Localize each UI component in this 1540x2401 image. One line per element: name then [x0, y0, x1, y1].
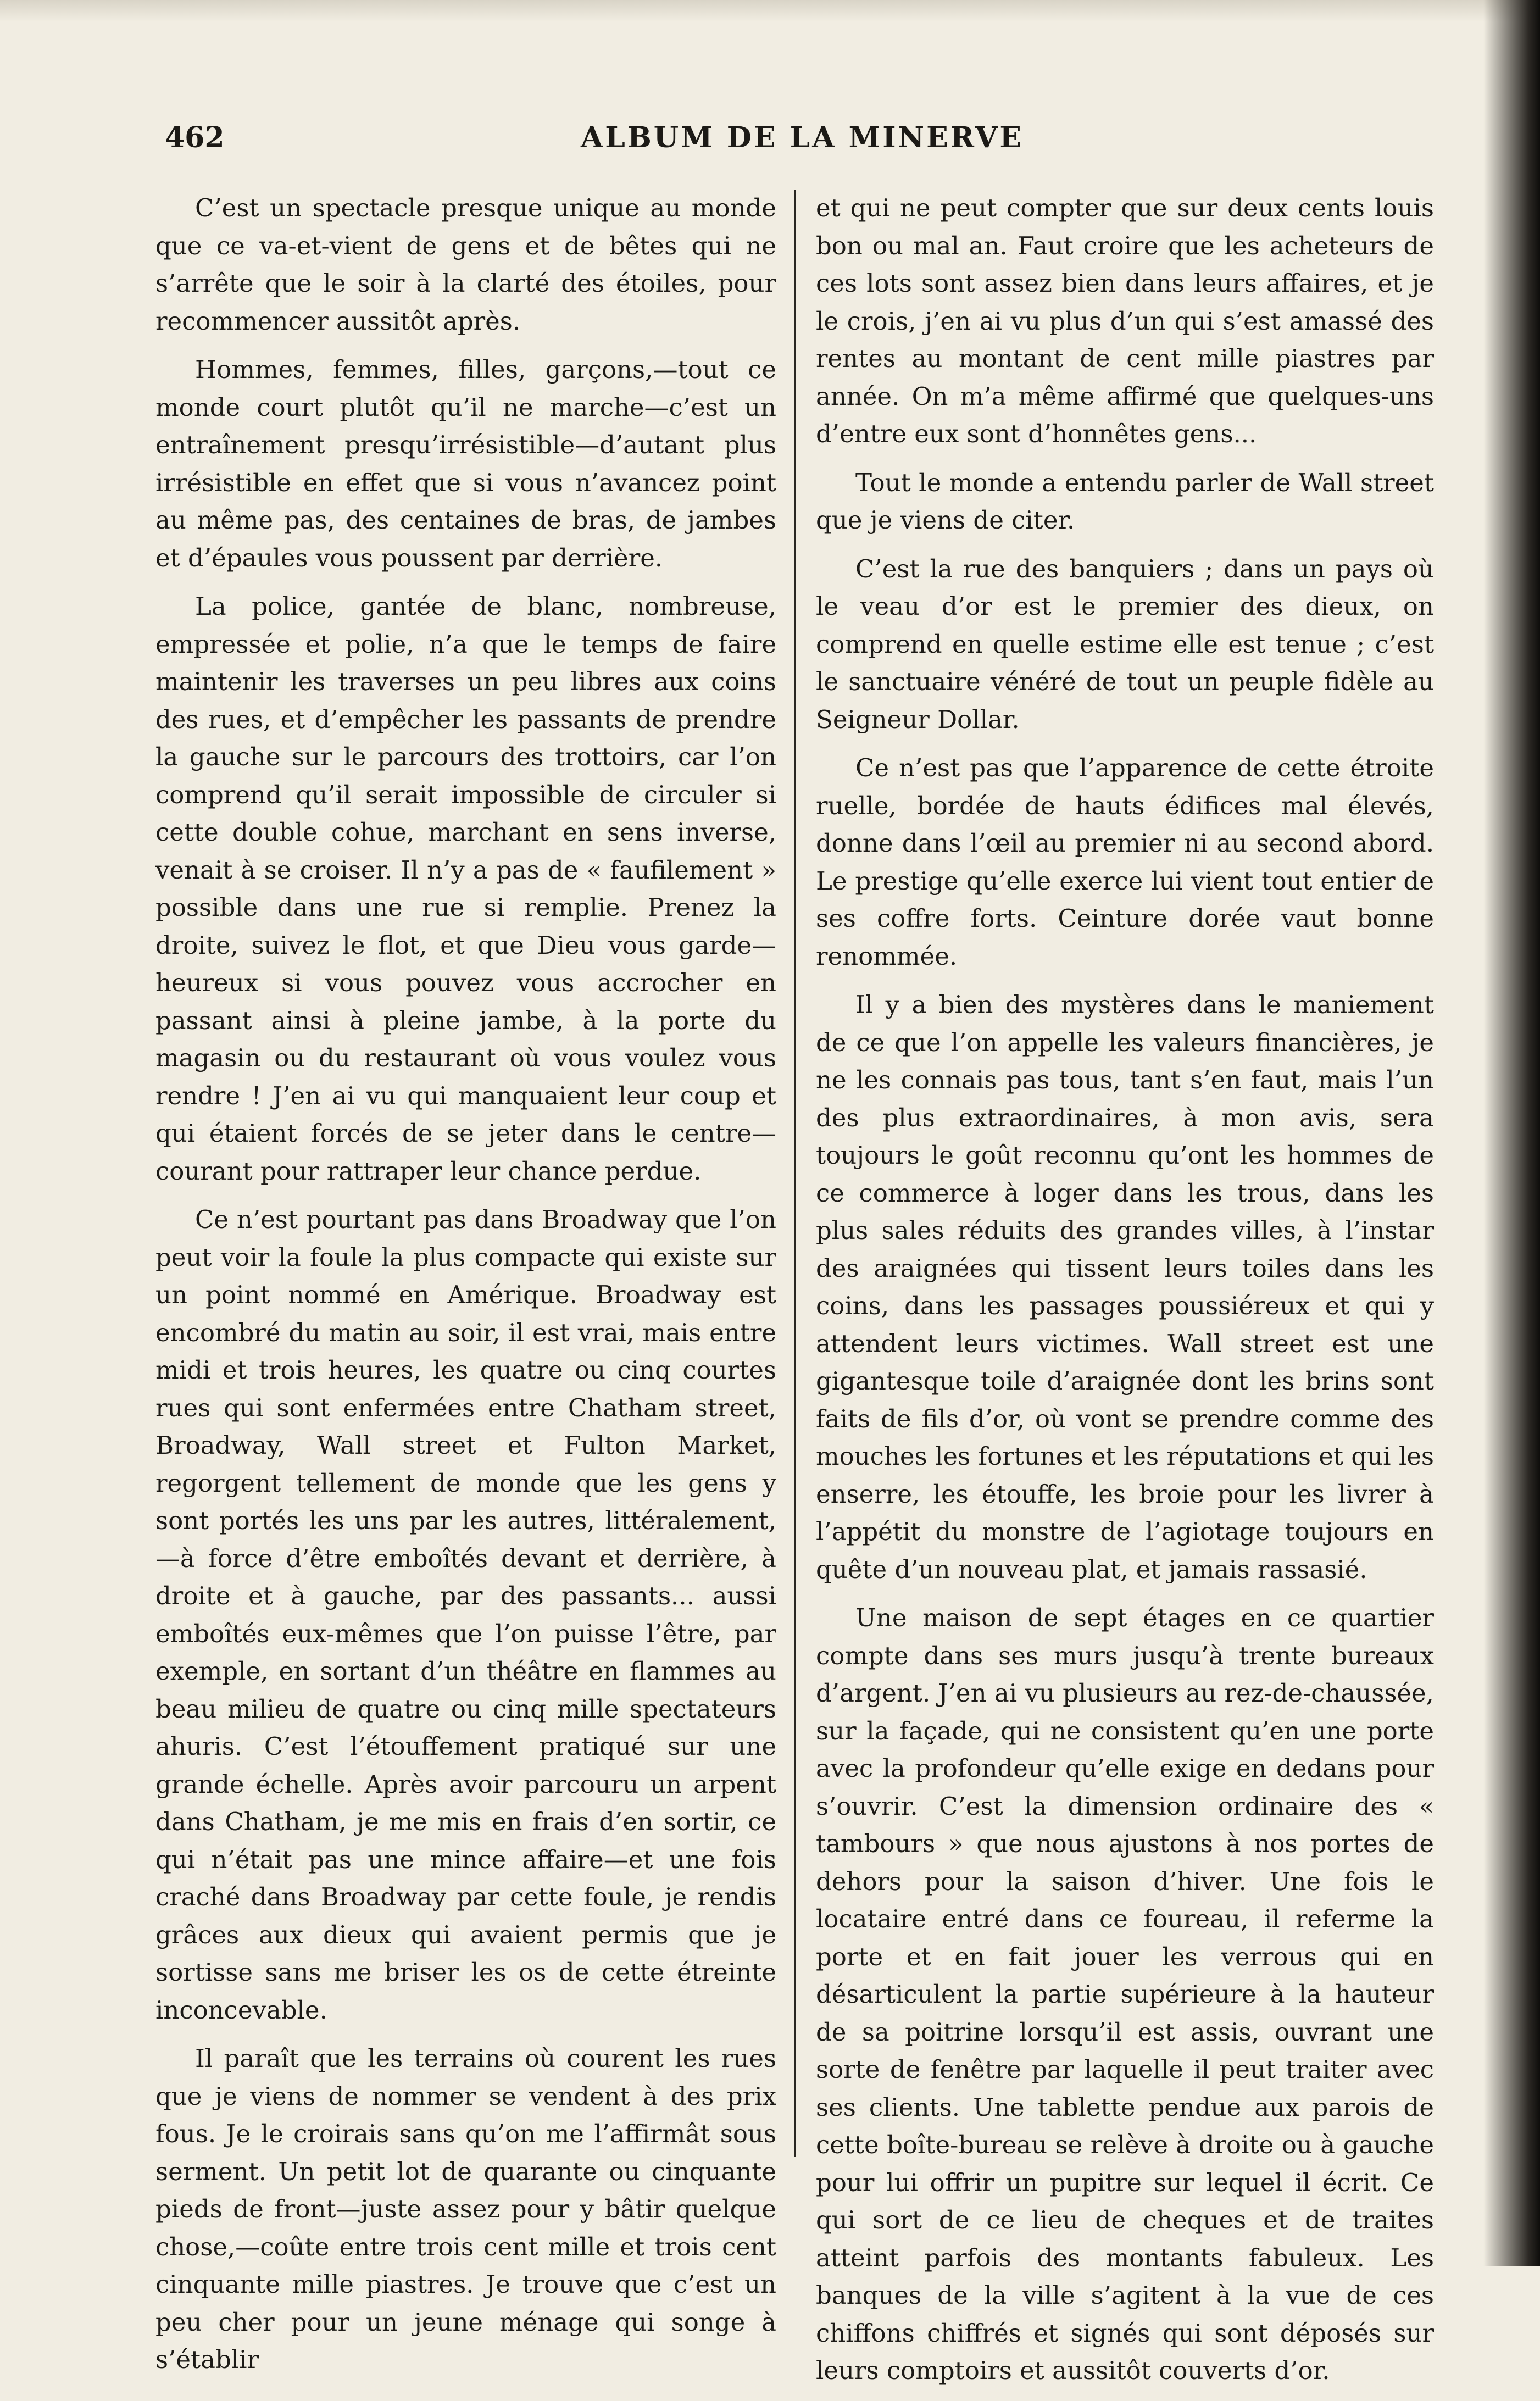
paragraph: Il paraît que les terrains où courent les rues que je viens de nommer se vendent à des prix fous. Je le croirais sans qu’on me l’affirmât sous serment. Un petit lot de quarante ou cinquante pieds de front—juste assez pour y bâtir quelque chose,—coûte entre trois cent mille et trois cent cinquante mille piastres. Je trouve que c’est un peu cher pour un jeune ménage qui songe à s’établir [155, 2044, 776, 2374]
column-divider [794, 190, 796, 2157]
page-number: 462 [165, 121, 225, 154]
running-title: ALBUM DE LA MINERVE [580, 121, 1024, 154]
left-column [155, 190, 776, 2390]
paragraph-continuation: et qui ne peut compter que sur deux cents louis bon ou mal an. Faut croire que les acheteurs de ces lots sont assez bien dans leurs affaires, et je le crois, j’en ai vu plus d’un qui s’est amassé des rentes au montant de cent mille piastres par année. On m’a même affirmé que quelques-uns d’entre eux sont d’honnêtes gens... [816, 193, 1434, 448]
paragraph: Il y a bien des mystères dans le maniement de ce que l’on appelle les valeurs financières, je ne les connais pas tous, tant s’en faut, mais l’un des plus extraordinaires, à mon avis, sera toujours le goût reconnu qu’ont les hommes de ce commerce à loger dans les trous, dans les plus sales réduits des grandes villes, à l’instar des araignées qui tissent leurs toiles dans les coins, dans les passages poussiéreux et qui y attendent leurs victimes. Wall street est une gigantesque toile d’araignée dont les brins sont faits de fils d’or, où vont se prendre comme des mouches les fortunes et les réputations et qui les enserre, les étouffe, les broie pour les livrer à l’appétit du monstre de l’agiotage toujours en quête d’un nouveau plat, et jamais rassasié. [816, 990, 1434, 1584]
paragraph: C’est la rue des banquiers ; dans un pays où le veau d’or est le premier des dieux, on comprend en quelle estime elle est tenue ; c’est le sanctuaire vénéré de tout un peuple fidèle au Seigneur Dollar. [816, 554, 1434, 734]
paragraph: Ce n’est pas que l’apparence de cette étroite ruelle, bordée de hauts édifices mal élevés, donne dans l’œil au premier ni au second abord. Le prestige qu’elle exerce lui vient tout entier de ses coffre forts. Ceinture dorée vaut bonne renommée. [816, 753, 1434, 971]
paragraph: Une maison de sept étages en ce quartier compte dans ses murs jusqu’à trente bureaux d’argent. J’en ai vu plusieurs au rez-de-chaussée, sur la façade, qui ne consistent qu’en une porte avec la profondeur qu’elle exige en dedans pour s’ouvrir. C’est la dimension ordinaire des « tambours » que nous ajustons à nos portes de dehors pour la saison d’hiver. Une fois le locataire entré dans ce foureau, il referme la porte et en fait jouer les verrous qui en désarticulent la partie supérieure à la hauteur de sa poitrine lorsqu’il est assis, ouvrant une sorte de fenêtre par laquelle il peut traiter avec ses clients. Une tablette pendue aux parois de cette boîte-bureau se relève à droite ou à gauche pour lui offrir un pupitre sur lequel il écrit. Ce qui sort de ce lieu de cheques et de traites atteint parfois des montants fabuleux. Les banques de la ville s’agitent à la vue de ces chiffons chiffrés et signés qui sont déposés sur leurs comptoirs et aussitôt couverts d’or. [816, 1603, 1434, 2385]
paragraph: La police, gantée de blanc, nombreuse, empressée et polie, n’a que le temps de faire maintenir les traverses un peu libres aux coins des rues, et d’empêcher les passants de prendre la gauche sur le parcours des trottoirs, car l’on comprend qu’il serait impossible de circuler si cette double cohue, marchant en sens inverse, venait à se croiser. Il n’y a pas de « faufilement » possible dans une rue si remplie. Prenez la droite, suivez le flot, et que Dieu vous garde—heureux si vous pouvez vous accrocher en passant ainsi à pleine jambe, à la porte du magasin ou du restaurant où vous voulez vous rendre ! J’en ai vu qui manquaient leur coup et qui étaient forcés de se jeter dans le centre—courant pour rattraper leur chance perdue. [155, 592, 776, 1186]
paragraph: C’est un spectacle presque unique au monde que ce va-et-vient de gens et de bêtes qui ne s’arrête que le soir à la clarté des étoiles, pour recommencer aussitôt après. [155, 193, 776, 336]
page-header [159, 121, 1445, 159]
page-binding-shadow [1483, 0, 1540, 2266]
page-top-edge [0, 0, 1540, 22]
paragraph: Hommes, femmes, filles, garçons,—tout ce monde court plutôt qu’il ne marche—c’est un entraînement presqu’irrésistible—d’autant plus irrésistible en effet que si vous n’avancez point au même pas, des centaines de bras, de jambes et d’épaules vous poussent par derrière. [155, 355, 776, 573]
paragraph: Tout le monde a entendu parler de Wall street que je viens de citer. [816, 468, 1434, 535]
right-column [816, 190, 1434, 2401]
paragraph: Ce n’est pourtant pas dans Broadway que l’on peut voir la foule la plus compacte qui existe sur un point nommé en Amérique. Broadway est encombré du matin au soir, il est vrai, mais entre midi et trois heures, les quatre ou cinq courtes rues qui sont enfermées entre Chatham street, Broadway, Wall street et Fulton Market, regorgent tellement de monde que les gens y sont portés les uns par les autres, littéralement,—à force d’être emboîtés devant et derrière, à droite et à gauche, par des passants... aussi emboîtés eux-mêmes que l’on puisse l’être, par exemple, en sortant d’un théâtre en flammes au beau milieu de quatre ou cinq mille spectateurs ahuris. C’est l’étouffement pratiqué sur une grande échelle. Après avoir parcouru un arpent dans Chatham, je me mis en frais d’en sortir, ce qui n’était pas une mince affaire—et une fois craché dans Broadway par cette foule, je rendis grâces aux dieux qui avaient permis que je sortisse sans me briser les os de cette étreinte inconcevable. [155, 1205, 776, 2025]
